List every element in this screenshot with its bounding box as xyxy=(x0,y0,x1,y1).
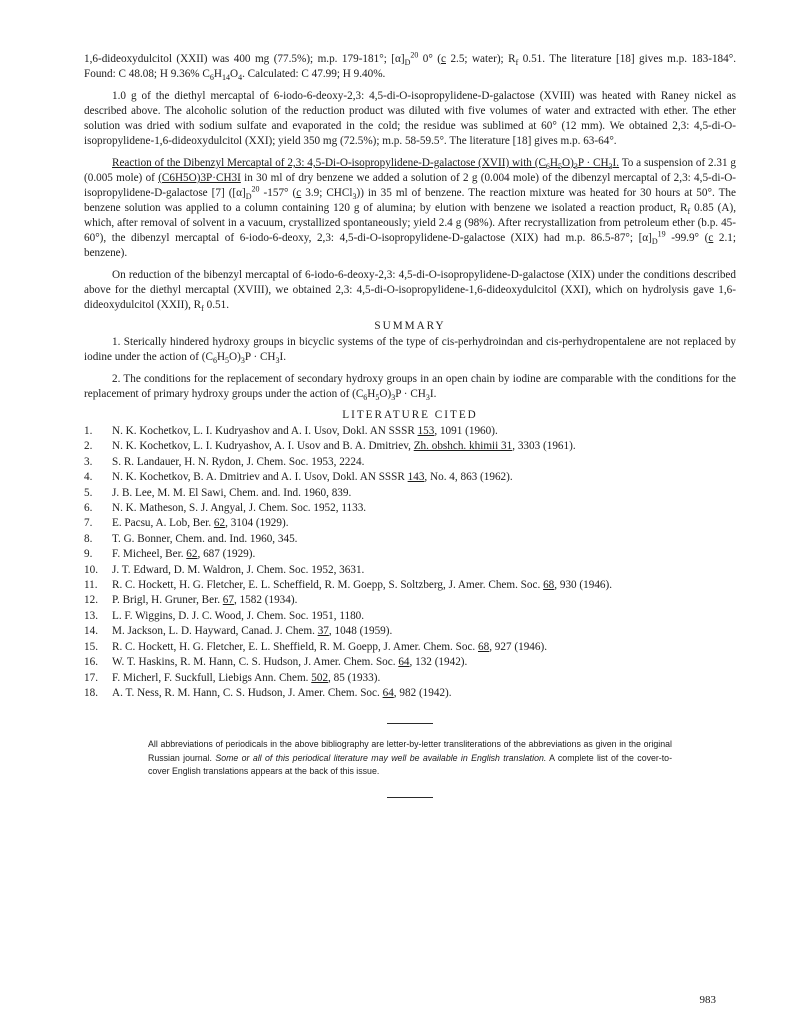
reference-item xyxy=(84,624,736,639)
reference-text: S. R. Landauer, H. N. Rydon, J. Chem. Soc. 1953, 2224. xyxy=(112,455,365,468)
reference-item xyxy=(84,655,736,670)
reference-number: 6. xyxy=(84,502,93,515)
summary-item-2: 2. The conditions for the replacement of secondary hydroxy groups in an open chain by iodine are comparable with the conditions for the replacement of primary hydroxy groups under the action of $(C_6H_5O)_3P \cdot CH_3I$. xyxy=(84,373,736,403)
reference-number: 5. xyxy=(84,486,93,499)
reference-number: 15. xyxy=(84,640,98,653)
reference-item xyxy=(84,609,736,624)
summary-heading: SUMMARY xyxy=(374,320,446,332)
section-title: Reaction of the Dibenzyl Mercaptal of 2,3: 4,5-Di-O-isopropylidene-D-galactose (XVII) with $(C_6H_5O)_3P \cdot CH_3I$. xyxy=(112,157,620,172)
reference-item xyxy=(84,686,736,701)
reference-item xyxy=(84,486,736,501)
reference-text: N. K. Kochetkov, L. I. Kudryashov and A. I. Usov, Dokl. AN SSSR 153, 1091 (1960). xyxy=(112,425,498,437)
literature-cited-heading: LITERATURE CITED xyxy=(342,409,478,421)
paper-page xyxy=(84,52,736,798)
reference-number: 8. xyxy=(84,532,93,545)
page-number: 983 xyxy=(699,994,716,1006)
reference-text: R. C. Hockett, H. G. Fletcher, E. L. Scheffield, R. M. Goepp, S. Soltzberg, J. Amer. Chem. Soc. 68, 930 (1946). xyxy=(112,579,613,592)
reference-item xyxy=(84,578,736,593)
reference-item xyxy=(84,501,736,516)
reference-list xyxy=(84,424,736,701)
reference-item xyxy=(84,671,736,686)
reference-text: M. Jackson, L. D. Hayward, Canad. J. Chem. 37, 1048 (1959). xyxy=(112,625,393,638)
reference-text: R. C. Hockett, H. G. Fletcher, E. L. Sheffield, R. M. Goepp, J. Amer. Chem. Soc. 68, 927 (1946). xyxy=(112,640,547,653)
reference-text: N. K. Kochetkov, B. A. Dmitriev and A. I. Usov, Dokl. AN SSSR 143, No. 4, 863 (1962). xyxy=(112,471,513,484)
reference-item xyxy=(84,547,736,562)
reference-number: 16. xyxy=(84,656,98,669)
reference-number: 10. xyxy=(84,563,98,576)
reference-item xyxy=(84,532,736,547)
reference-number: 12. xyxy=(84,594,98,607)
reference-item xyxy=(84,470,736,485)
reference-number: 18. xyxy=(84,686,98,699)
paragraph-dibenzyl-mercaptal-reaction: Reaction of the Dibenzyl Mercaptal of 2,3: 4,5-Di-O-isopropylidene-D-galactose (XVII) with $(C_6H_5O)_3P \cdot CH_3I$. To a suspension of 2.31 g (0.005 mole) of (C6H5O)3P·CH3I in 30 ml of dry benzene we added a solution of 2 g (0.004 mole) of the dibenzyl mercaptal of 2,3: 4,5-di-O-isopropylidene-D-galactose [7] ($[\alpha]_D^{20}$ -157° (c 3.9; CHCl$_3$)) in 35 ml of benzene. The reaction mixture was heated for 30 hours at 50°. The benzene solution was applied to a column containing 120 g of alumina; by elution with benzene we isolated a reaction product, $R_f$ 0.85 (A), which, after removal of solvent in a vacuum, crystallized spontaneously; yield 2.4 g (98%). After recrystallization from petroleum ether (b.p. 45-60°), the dibenzyl mercaptal of 6-iodo-6-deoxy, 2,3: 4,5-di-O-isopropylidene-D-galactose (XIX) had m.p. 86.5-87°; $[\alpha]_D^{19}$ -99.9° (c 2.1; benzene). xyxy=(84,157,737,259)
reference-number: 2. xyxy=(84,440,93,453)
reference-number: 7. xyxy=(84,517,93,530)
reference-text: J. B. Lee, M. M. El Sawi, Chem. and. Ind. 1960, 839. xyxy=(112,486,352,499)
reference-text: P. Brigl, H. Gruner, Ber. 67, 1582 (1934). xyxy=(112,594,298,607)
reference-text: W. T. Haskins, R. M. Hann, C. S. Hudson, J. Amer. Chem. Soc. 64, 132 (1942). xyxy=(112,656,468,669)
paragraph-raney-nickel-reduction: 1.0 g of the diethyl mercaptal of 6-iodo-6-deoxy-2,3: 4,5-di-O-isopropylidene-D-galactose (XVIII) was heated with Raney nickel as described above. The alcoholic solution of the reduction product was diluted with five volumes of water and extracted with ether. The ether solution was dried with sodium sulfate and evaporated in the cold; the residue was sublimed at 60° (12 mm). We obtained 2,3: 4,5-di-O-isopropylidene-1,6-dideoxydulcitol (XXI); yield 350 mg (72.5%); m.p. 58-59.5°. The literature [18] gives m.p. 63-64°. xyxy=(84,90,736,147)
reference-text: A. T. Ness, R. M. Hann, C. S. Hudson, J. Amer. Chem. Soc. 64, 982 (1942). xyxy=(112,686,452,699)
divider xyxy=(387,797,433,798)
divider xyxy=(387,723,433,724)
reference-text: T. G. Bonner, Chem. and. Ind. 1960, 345. xyxy=(112,532,298,545)
paragraph-dideoxydulcitol-result: 1,6-dideoxydulcitol (XXII) was 400 mg (77.5%); m.p. 179-181°; $[\alpha]_D^{20}$ 0° (c 2.5; water); $R_f$ 0.51. The literature [18] gives m.p. 183-184°. Found: C 48.08; H 9.36% $C_6H_{14}O_4$. Calculated: C 47.99; H 9.40%. xyxy=(84,50,737,83)
reference-number: 17. xyxy=(84,671,98,684)
reference-text: J. T. Edward, D. M. Waldron, J. Chem. Soc. 1952, 3631. xyxy=(112,563,365,576)
reference-number: 14. xyxy=(84,625,98,638)
reference-item xyxy=(84,593,736,608)
reference-number: 13. xyxy=(84,609,98,622)
reference-text: F. Micherl, F. Suckfull, Liebigs Ann. Chem. 502, 85 (1933). xyxy=(112,671,381,684)
reference-number: 1. xyxy=(84,425,93,437)
summary-item-1: 1. Sterically hindered hydroxy groups in bicyclic systems of the type of cis-perhydroindan and cis-perhydropentalene are not replaced by iodine under the action of $(C_6H_5O)_3P \cdot CH_3I$. xyxy=(84,336,736,366)
reference-number: 4. xyxy=(84,471,93,484)
reference-text: L. F. Wiggins, D. J. C. Wood, J. Chem. Soc. 1951, 1180. xyxy=(112,609,365,622)
reference-text: F. Micheel, Ber. 62, 687 (1929). xyxy=(112,548,256,561)
reference-number: 9. xyxy=(84,548,93,561)
reference-text: E. Pacsu, A. Lob, Ber. 62, 3104 (1929). xyxy=(112,517,289,530)
reference-number: 3. xyxy=(84,455,93,468)
reference-text: N. K. Kochetkov, L. I. Kudryashov, A. I. Usov and B. A. Dmitriev, Zh. obshch. khimii 31, 3303 (1961). xyxy=(112,440,576,453)
reference-number: 11. xyxy=(84,579,98,592)
footnote: All abbreviations of periodicals in the above bibliography are letter-by-letter transliterations of the abbreviations as given in the original Russian journal. Some or all of this periodical literature may well be available in English translation. A complete list of the cover-to-cover English translations appears at the back of this issue. xyxy=(148,739,673,777)
reference-item xyxy=(84,455,736,470)
reference-item xyxy=(84,516,736,531)
reference-item xyxy=(84,563,736,578)
reference-item xyxy=(84,439,736,454)
paragraph-bibenzyl-reduction: On reduction of the bibenzyl mercaptal of 6-iodo-6-deoxy-2,3: 4,5-di-O-isopropylidene-D-galactose (XIX) under the conditions described above for the diethyl mercaptal (XVIII), we obtained 2,3: 4,5-di-O-isopropylidene-1,6-dideoxydulcitol (XXI), which on hydrolysis gave 1,6-dideoxydulcitol (XXII), $R_f$ 0.51. xyxy=(84,269,736,314)
reference-text: N. K. Matheson, S. J. Angyal, J. Chem. Soc. 1952, 1133. xyxy=(112,502,367,515)
reference-item xyxy=(84,640,736,655)
reference-item xyxy=(84,424,736,439)
